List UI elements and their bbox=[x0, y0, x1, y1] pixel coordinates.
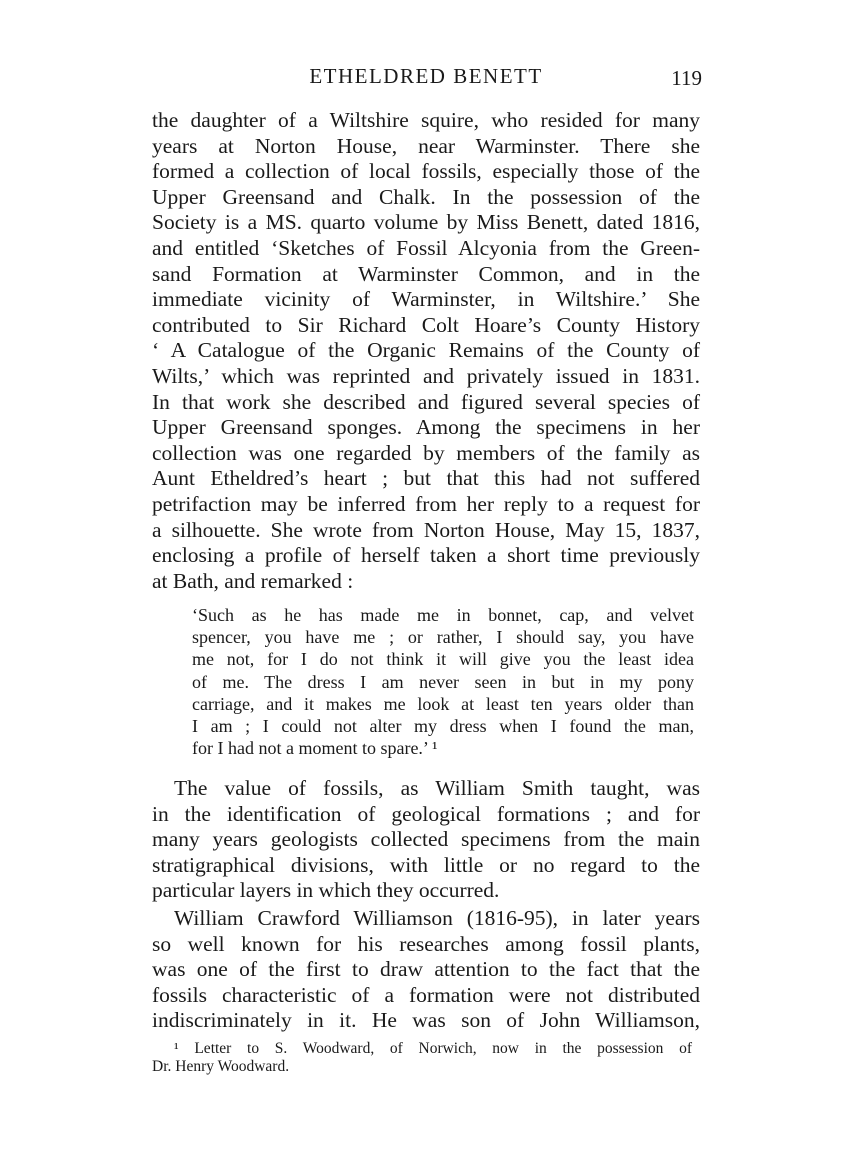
text-line: Society is a MS. quarto volume by Miss Benett, dated 1816, bbox=[152, 210, 700, 235]
text-line: was one of the first to draw attention to the fact that the bbox=[152, 957, 700, 982]
text-line: in the identification of geological formations ; and for bbox=[152, 801, 700, 826]
text-line: Wilts,’ which was reprinted and privately issued in 1831. bbox=[152, 363, 700, 388]
quote-line: of me. The dress I am never seen in but in my pony bbox=[192, 671, 694, 692]
footnote-line: Dr. Henry Woodward. bbox=[152, 1058, 290, 1076]
paragraph-1 bbox=[152, 108, 700, 594]
text-line: ‘ A Catalogue of the Organic Remains of the County of bbox=[152, 338, 700, 363]
text-line: at Bath, and remarked : bbox=[152, 568, 354, 593]
running-head bbox=[150, 64, 702, 94]
text-line: particular layers in which they occurred. bbox=[152, 878, 500, 903]
quote-line: carriage, and it makes me look at least ten years older than bbox=[192, 693, 694, 714]
block-quote bbox=[192, 604, 694, 759]
text-line: immediate vicinity of Warminster, in Wiltshire.’ She bbox=[152, 287, 700, 312]
paragraph-3 bbox=[152, 906, 700, 1034]
text-line: years at Norton House, near Warminster. There she bbox=[152, 133, 700, 158]
paragraph-2 bbox=[152, 776, 700, 904]
text-line: collection was one regarded by members of the family as bbox=[152, 440, 700, 465]
quote-line: me not, for I do not think it will give you the least idea bbox=[192, 649, 694, 670]
text-line: and entitled ‘Sketches of Fossil Alcyonia from the Green- bbox=[152, 235, 700, 260]
text-line: many years geologists collected specimens from the main bbox=[152, 827, 700, 852]
text-line: Upper Greensand sponges. Among the specimens in her bbox=[152, 415, 700, 440]
page-number: 119 bbox=[671, 66, 702, 90]
text-line: enclosing a profile of herself taken a short time previously bbox=[152, 543, 700, 568]
text-line: so well known for his researches among fossil plants, bbox=[152, 931, 700, 956]
text-line: In that work she described and figured several species of bbox=[152, 389, 700, 414]
text-line: Aunt Etheldred’s heart ; but that this had not suffered bbox=[152, 466, 700, 491]
quote-line: I am ; I could not alter my dress when I found the man, bbox=[192, 716, 694, 737]
footnote-line: ¹ Letter to S. Woodward, of Norwich, now in the possession of bbox=[174, 1040, 692, 1057]
text-line: sand Formation at Warminster Common, and in the bbox=[152, 261, 700, 286]
text-line: The value of fossils, as William Smith taught, was bbox=[174, 776, 700, 800]
text-line: a silhouette. She wrote from Norton House, May 15, 1837, bbox=[152, 517, 700, 542]
text-line: William Crawford Williamson (1816-95), in later years bbox=[174, 906, 700, 930]
text-line: fossils characteristic of a formation were not distributed bbox=[152, 982, 700, 1007]
quote-line: for I had not a moment to spare.’ ¹ bbox=[192, 738, 438, 759]
text-line: the daughter of a Wiltshire squire, who resided for many bbox=[152, 108, 700, 132]
text-line: petrifaction may be inferred from her reply to a request for bbox=[152, 491, 700, 516]
text-line: Upper Greensand and Chalk. In the possession of the bbox=[152, 184, 700, 209]
quote-line: ‘Such as he has made me in bonnet, cap, and velvet bbox=[192, 605, 694, 625]
running-title: ETHELDRED BENETT bbox=[309, 64, 543, 88]
text-line: indiscriminately in it. He was son of John Williamson, bbox=[152, 1008, 700, 1033]
text-line: stratigraphical divisions, with little or no regard to the bbox=[152, 852, 700, 877]
text-line: contributed to Sir Richard Colt Hoare’s County History bbox=[152, 312, 700, 337]
text-line: formed a collection of local fossils, especially those of the bbox=[152, 159, 700, 184]
quote-line: spencer, you have me ; or rather, I should say, you have bbox=[192, 627, 694, 648]
footnote bbox=[152, 1040, 692, 1077]
